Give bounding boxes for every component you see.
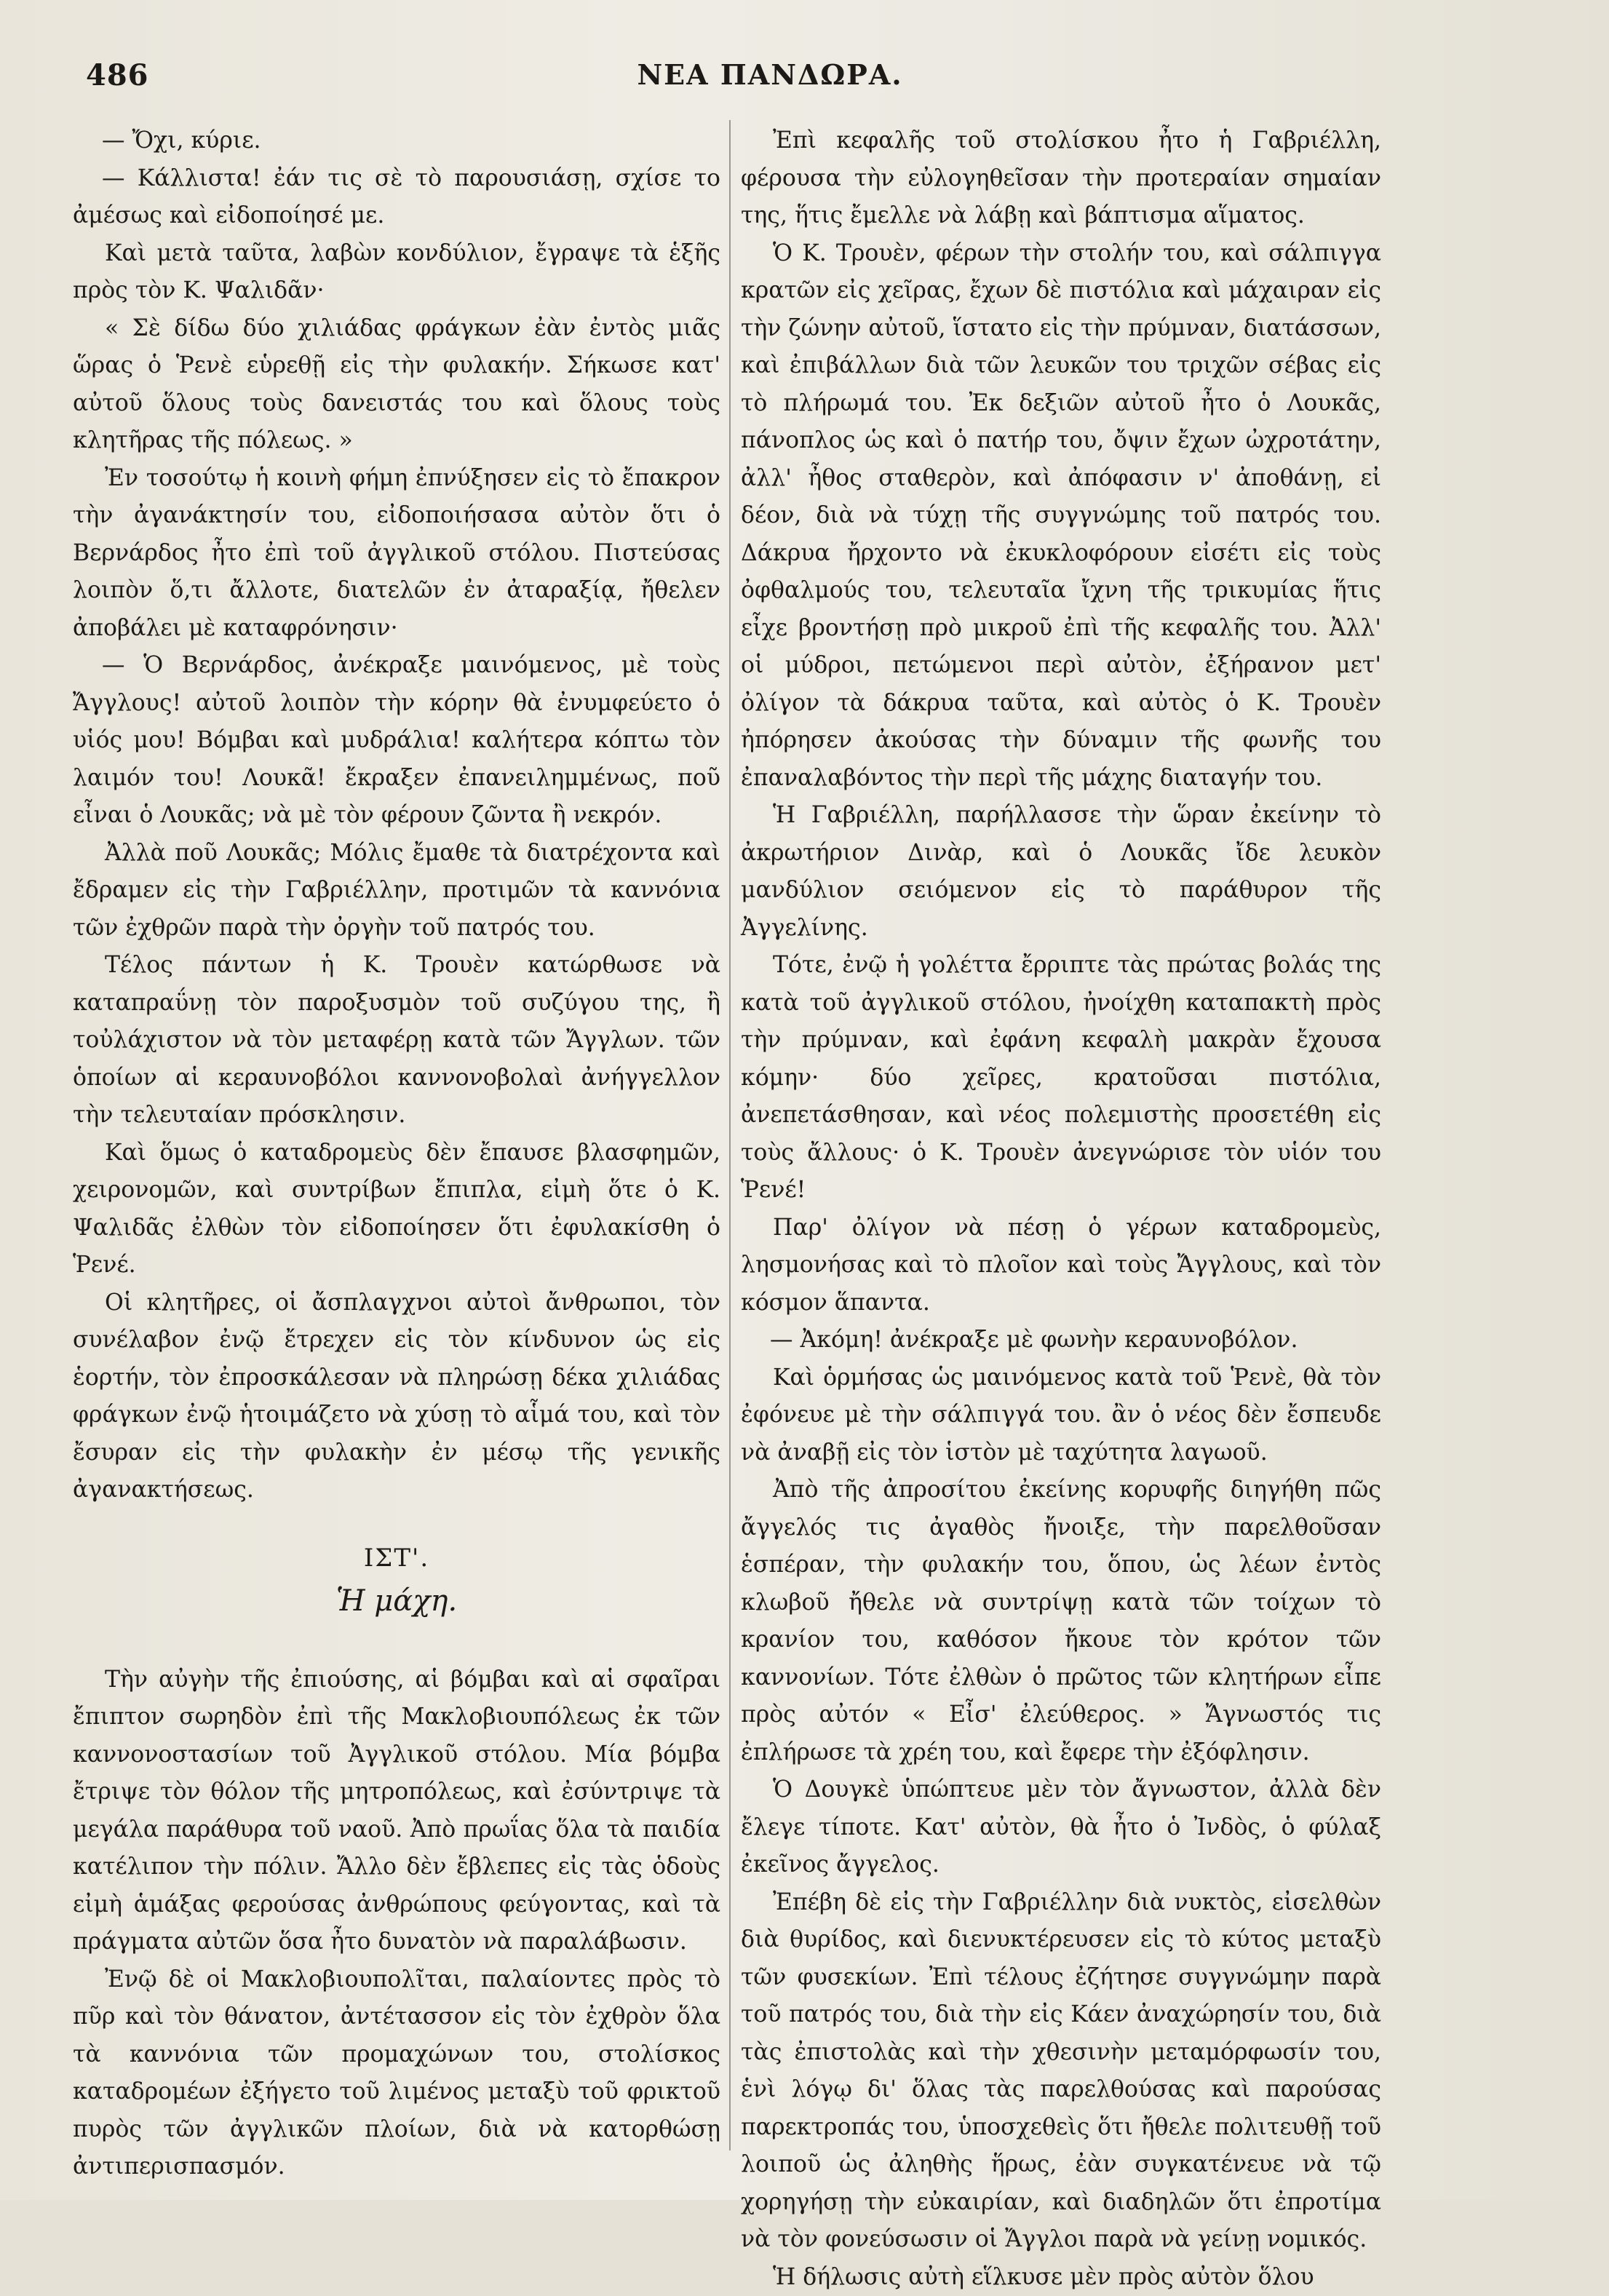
- paragraph: — Ὁ Βερνάρδος, ἀνέκραξε μαινόμενος, μὲ τοὺς Ἄγγλους! αὐτοῦ λοιπὸν τὴν κόρην θὰ ἐνυμφεύετο ὁ υἱός μου! Βόμβαι καὶ μυδράλια! καλήτερα κόπτω τὸν λαιμόν του! Λουκᾶ! ἔκραξεν ἐπανειλημμένως, ποῦ εἶναι ὁ Λουκᾶς; νὰ μὲ τὸν φέρουν ζῶντα ἢ νεκρόν.: [73, 647, 720, 835]
- paragraph: Παρ' ὀλίγον νὰ πέσῃ ὁ γέρων καταδρομεὺς, λησμονήσας καὶ τὸ πλοῖον καὶ τοὺς Ἄγγλους, καὶ τὸν κόσμον ἅπαντα.: [741, 1209, 1381, 1322]
- section-number: ΙΣΤ'.: [73, 1540, 720, 1578]
- page-number: 486: [86, 58, 149, 92]
- paragraph: Καὶ ὅμως ὁ καταδρομεὺς δὲν ἔπαυσε βλασφημῶν, χειρονομῶν, καὶ συντρίβων ἔπιπλα, εἰμὴ ὅτε ὁ Κ. Ψαλιδᾶς ἐλθὼν τὸν εἰδοποίησεν ὅτι ἐφυλακίσθη ὁ Ῥενέ.: [73, 1135, 720, 1284]
- section-title: Ἡ μάχη.: [73, 1583, 720, 1621]
- paragraph: Ἡ Γαβριέλλη, παρήλλασσε τὴν ὥραν ἐκείνην τὸ ἀκρωτήριον Δινὰρ, καὶ ὁ Λουκᾶς ἴδε λευκὸν μανδύλιον σειόμενον εἰς τὸ παράθυρον τῆς Ἀγγελίνης.: [741, 797, 1381, 947]
- paragraph: Τέλος πάντων ἡ Κ. Τρουὲν κατώρθωσε νὰ καταπραΰνῃ τὸν παροξυσμὸν τοῦ συζύγου της, ἢ τοὐλάχιστον νὰ τὸν μεταφέρῃ κατὰ τῶν Ἄγγλων. τῶν ὁποίων αἱ κεραυνοβόλοι καννονοβολαὶ ἀνήγγελλον τὴν τελευταίαν πρόσκλησιν.: [73, 947, 720, 1135]
- paragraph: Καὶ ὁρμήσας ὡς μαινόμενος κατὰ τοῦ Ῥενὲ, θὰ τὸν ἐφόνευε μὲ τὴν σάλπιγγά του. ἂν ὁ νέος δὲν ἔσπευδε νὰ ἀναβῇ εἰς τὸν ἱστὸν μὲ ταχύτητα λαγωοῦ.: [741, 1359, 1381, 1472]
- left-column: [73, 122, 720, 2186]
- paragraph: Ἐπὶ κεφαλῆς τοῦ στολίσκου ἦτο ἡ Γαβριέλλη, φέρουσα τὴν εὐλογηθεῖσαν τὴν προτεραίαν σημαίαν της, ἥτις ἔμελλε νὰ λάβῃ καὶ βάπτισμα αἵματος.: [741, 122, 1381, 235]
- paragraph: Ἡ δήλωσις αὐτὴ εἵλκυσε μὲν πρὸς αὐτὸν ὅλου: [741, 2259, 1381, 2296]
- paragraph: Ὁ Κ. Τρουὲν, φέρων τὴν στολήν του, καὶ σάλπιγγα κρατῶν εἰς χεῖρας, ἔχων δὲ πιστόλια καὶ μάχαιραν εἰς τὴν ζώνην αὐτοῦ, ἵστατο εἰς τὴν πρύμναν, διατάσσων, καὶ ἐπιβάλλων διὰ τῶν λευκῶν του τριχῶν σέβας εἰς τὸ πλήρωμά του. Ἐκ δεξιῶν αὐτοῦ ἦτο ὁ Λουκᾶς, πάνοπλος ὡς καὶ ὁ πατήρ του, ὄψιν ἔχων ὠχροτάτην, ἀλλ' ἦθος σταθερὸν, καὶ ἀπόφασιν ν' ἀποθάνῃ, εἰ δέον, διὰ νὰ τύχῃ τῆς συγγνώμης τοῦ πατρός του. Δάκρυα ἤρχοντο νὰ ἐκυκλοφόρουν εἰσέτι εἰς τοὺς ὀφθαλμούς του, τελευταῖα ἴχνη τῆς τρικυμίας ἥτις εἶχε βροντήσῃ πρὸ μικροῦ ἐπὶ τῆς κεφαλῆς του. Ἀλλ' οἱ μύδροι, πετώμενοι περὶ αὐτὸν, ἐξήρανον μετ' ὀλίγον τὰ δάκρυα ταῦτα, καὶ αὐτὸς ὁ Κ. Τρουὲν ἠπόρησεν ἀκούσας τὴν δύναμιν τῆς φωνῆς του ἐπαναλαβόντος τὴν περὶ τῆς μάχης διαταγήν του.: [741, 235, 1381, 798]
- paragraph: Ἀπὸ τῆς ἀπροσίτου ἐκείνης κορυφῆς διηγήθη πῶς ἄγγελός τις ἀγαθὸς ἤνοιξε, τὴν παρελθοῦσαν ἑσπέραν, τὴν φυλακήν του, ὅπου, ὡς λέων ἐντὸς κλωβοῦ ἤθελε νὰ συντρίψῃ κατὰ τῶν τοίχων τὸ κρανίον του, καθόσον ἤκουε τὸν κρότον τῶν καννονίων. Τότε ἐλθὼν ὁ πρῶτος τῶν κλητήρων εἶπε πρὸς αὐτόν « Εἶσ' ἐλεύθερος. » Ἄγνωστός τις ἐπλήρωσε τὰ χρέη του, καὶ ἔφερε τὴν ἐξόφλησιν.: [741, 1471, 1381, 1771]
- column-divider: [729, 120, 731, 2150]
- quoted-letter: « Σὲ δίδω δύο χιλιάδας φράγκων ἐὰν ἐντὸς μιᾶς ὥρας ὁ Ῥενὲ εὑρεθῇ εἰς τὴν φυλακήν. Σήκωσε κατ' αὐτοῦ ὅλους τοὺς δανειστάς του καὶ ὅλους τοὺς κλητῆρας τῆς πόλεως. »: [73, 310, 720, 460]
- running-title: ΝΕΑ ΠΑΝΔΩΡΑ.: [610, 58, 930, 91]
- paragraph: Τότε, ἐνῷ ἡ γολέττα ἔρριπτε τὰς πρώτας βολάς της κατὰ τοῦ ἀγγλικοῦ στόλου, ἠνοίχθη καταπακτὴ πρὸς τὴν πρύμναν, καὶ ἐφάνη κεφαλὴ μακρὰν ἔχουσα κόμην· δύο χεῖρες, κρατοῦσαι πιστόλια, ἀνεπετάσθησαν, καὶ νέος πολεμιστὴς προσετέθη εἰς τοὺς ἄλλους· ὁ Κ. Τρουὲν ἀνεγνώρισε τὸν υἱόν του Ῥενέ!: [741, 947, 1381, 1209]
- right-column: [741, 122, 1381, 2296]
- paragraph: Ἐπέβη δὲ εἰς τὴν Γαβριέλλην διὰ νυκτὸς, εἰσελθὼν διὰ θυρίδος, καὶ διενυκτέρευσεν εἰς τὸ κύτος μεταξὺ τῶν φυσεκίων. Ἐπὶ τέλους ἐζήτησε συγγνώμην παρὰ τοῦ πατρός του, διὰ τὴν εἰς Κάεν ἀναχώρησίν του, διὰ τὰς ἐπιστολὰς καὶ τὴν χθεσινὴν μεταμόρφωσίν του, ἑνὶ λόγῳ δι' ὅλας τὰς παρελθούσας καὶ παρούσας παρεκτροπάς του, ὑποσχεθεὶς ὅτι ἤθελε πολιτευθῇ τοῦ λοιποῦ ὡς ἀληθὴς ἥρως, ἐὰν συγκατένευε νὰ τῷ χορηγήσῃ τὴν εὐκαιρίαν, καὶ διαδηλῶν ὅτι ἐπροτίμα νὰ τὸν φονεύσωσιν οἱ Ἄγγλοι παρὰ νὰ γείνῃ νομικός.: [741, 1884, 1381, 2259]
- paragraph: Ἀλλὰ ποῦ Λουκᾶς; Μόλις ἔμαθε τὰ διατρέχοντα καὶ ἔδραμεν εἰς τὴν Γαβριέλλην, προτιμῶν τὰ καννόνια τῶν ἐχθρῶν παρὰ τὴν ὀργὴν τοῦ πατρός του.: [73, 835, 720, 948]
- paragraph: Ὁ Δουγκὲ ὑπώπτευε μὲν τὸν ἄγνωστον, ἀλλὰ δὲν ἔλεγε τίποτε. Κατ' αὐτὸν, θὰ ἦτο ὁ Ἰνδὸς, ὁ φύλαξ ἐκεῖνος ἄγγελος.: [741, 1771, 1381, 1884]
- paragraph: Ἐνῷ δὲ οἱ Μακλοβιουπολῖται, παλαίοντες πρὸς τὸ πῦρ καὶ τὸν θάνατον, ἀντέτασσον εἰς τὸν ἐχθρὸν ὅλα τὰ καννόνια τῶν προμαχώνων του, στολίσκος καταδρομέων ἐξήγετο τοῦ λιμένος μεταξὺ τοῦ φρικτοῦ πυρὸς τῶν ἀγγλικῶν πλοίων, διὰ νὰ κατορθώσῃ ἀντιπερισπασμόν.: [73, 1961, 720, 2186]
- paragraph: — Ὄχι, κύριε.: [73, 122, 720, 160]
- paragraph: Τὴν αὐγὴν τῆς ἐπιούσης, αἱ βόμβαι καὶ αἱ σφαῖραι ἔπιπτον σωρηδὸν ἐπὶ τῆς Μακλοβιουπόλεως ἐκ τῶν καννονοστασίων τοῦ Ἀγγλικοῦ στόλου. Μία βόμβα ἔτριψε τὸν θόλον τῆς μητροπόλεως, καὶ ἐσύντριψε τὰ μεγάλα παράθυρα τοῦ ναοῦ. Ἀπὸ πρωΐας ὅλα τὰ παιδία κατέλιπον τὴν πόλιν. Ἄλλο δὲν ἔβλεπες εἰς τὰς ὁδοὺς εἰμὴ ἁμάξας φερούσας ἀνθρώπους φεύγοντας, καὶ τὰ πράγματα αὐτῶν ὅσα ἦτο δυνατὸν νὰ παραλάβωσιν.: [73, 1661, 720, 1961]
- paragraph: Οἱ κλητῆρες, οἱ ἄσπλαγχνοι αὐτοὶ ἄνθρωποι, τὸν συνέλαβον ἐνῷ ἔτρεχεν εἰς τὸν κίνδυνον ὡς εἰς ἑορτήν, τὸν ἐπροσκάλεσαν νὰ πληρώσῃ δέκα χιλιάδας φράγκων ἐνῷ ἡτοιμάζετο νὰ χύσῃ τὸ αἷμά του, καὶ τὸν ἔσυραν εἰς τὴν φυλακὴν ἐν μέσῳ τῆς γενικῆς ἀγανακτήσεως.: [73, 1284, 720, 1509]
- paragraph: Καὶ μετὰ ταῦτα, λαβὼν κονδύλιον, ἔγραψε τὰ ἑξῆς πρὸς τὸν Κ. Ψαλιδᾶν·: [73, 235, 720, 310]
- paragraph: — Ἀκόμη! ἀνέκραξε μὲ φωνὴν κεραυνοβόλον.: [741, 1322, 1381, 1359]
- paragraph: — Κάλλιστα! ἐάν τις σὲ τὸ παρουσιάσῃ, σχίσε το ἀμέσως καὶ εἰδοποίησέ με.: [73, 160, 720, 235]
- paragraph: Ἐν τοσούτῳ ἡ κοινὴ φήμη ἐπνύξησεν εἰς τὸ ἔπακρον τὴν ἀγανάκτησίν του, εἰδοποιήσασα αὐτὸν ὅτι ὁ Βερνάρδος ἦτο ἐπὶ τοῦ ἀγγλικοῦ στόλου. Πιστεύσας λοιπὸν ὅ,τι ἄλλοτε, διατελῶν ἐν ἀταραξίᾳ, ἤθελεν ἀποβάλει μὲ καταφρόνησιν·: [73, 460, 720, 648]
- page-header: [86, 58, 1381, 102]
